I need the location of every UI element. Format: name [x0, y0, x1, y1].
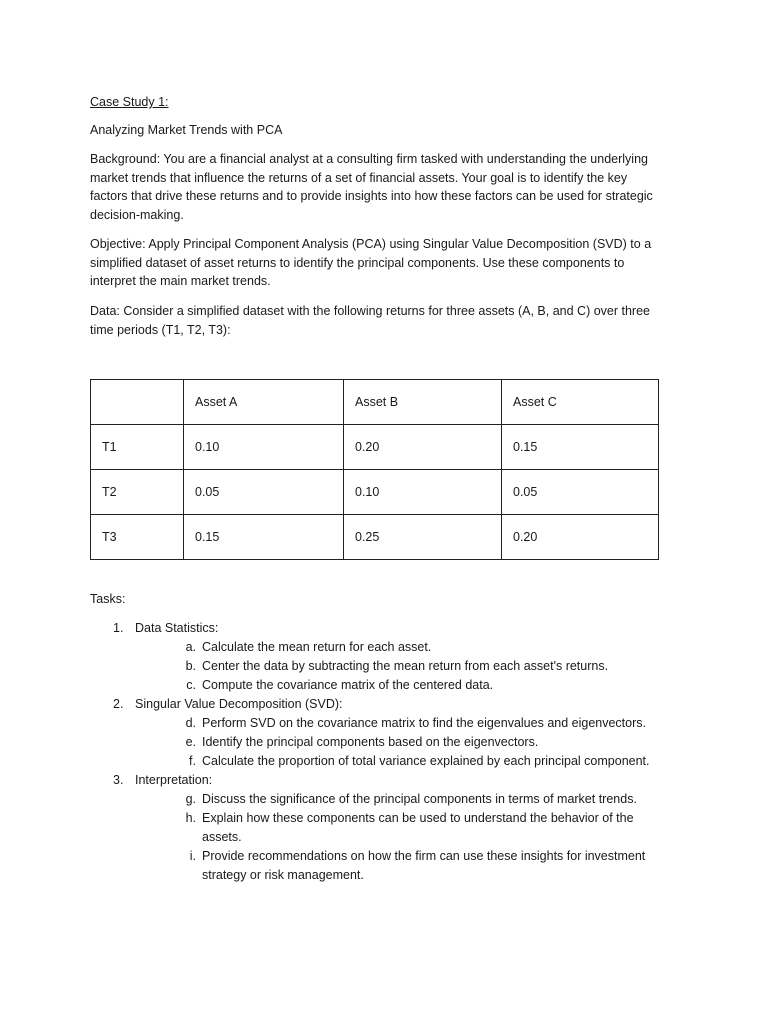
subtask-item	[180, 676, 673, 695]
subtask-letter: a.	[185, 640, 196, 654]
subtask-letter: h.	[185, 811, 196, 825]
task-item	[113, 695, 673, 771]
subtask-item	[180, 809, 673, 847]
background-paragraph: Background: You are a financial analyst at a consulting firm tasked with understanding the underlying market trends that influence the returns of a set of financial assets. Your goal is to identify the key factors that drive these returns and to provide insights into how these factors can be used for strategic decision-making.	[90, 152, 653, 222]
subtask-letter: c.	[186, 678, 196, 692]
table-cell: T3	[91, 515, 184, 560]
subtask-text: Compute the covariance matrix of the centered data.	[202, 678, 494, 692]
table-header-cell	[91, 380, 184, 425]
table-header-cell: Asset C	[502, 380, 659, 425]
subtask-text: Identify the principal components based on the eigenvectors.	[202, 735, 539, 749]
subtask-text: Provide recommendations on how the firm can use these insights for investment strategy or risk management.	[202, 849, 646, 882]
subtask-list	[135, 790, 673, 885]
subtask-item	[180, 657, 673, 676]
task-number: 1.	[113, 621, 124, 635]
table-cell: 0.10	[184, 425, 344, 470]
task-number: 2.	[113, 697, 124, 711]
table-row	[91, 425, 659, 470]
subtask-list	[135, 714, 673, 771]
objective-paragraph: Objective: Apply Principal Component Analysis (PCA) using Singular Value Decomposition (SVD) to a simplified dataset of asset returns to identify the principal components. Use these components to interpret the main market trends.	[90, 237, 652, 288]
subtask-item	[180, 638, 673, 657]
table-cell: 0.05	[184, 470, 344, 515]
subtask-item	[180, 714, 673, 733]
subtask-list	[135, 638, 673, 695]
table-cell: T2	[91, 470, 184, 515]
table-cell: T1	[91, 425, 184, 470]
table-header-row	[91, 380, 659, 425]
task-item	[113, 619, 673, 695]
table-header-cell: Asset B	[344, 380, 502, 425]
subtask-item	[180, 847, 673, 885]
subtask-letter: i.	[189, 849, 196, 863]
tasks-list	[113, 619, 673, 885]
table-cell: 0.15	[184, 515, 344, 560]
task-number: 3.	[113, 773, 124, 787]
subtask-letter: d.	[185, 716, 196, 730]
data-intro-paragraph: Data: Consider a simplified dataset with the following returns for three assets (A, B, and C) over three time periods (T1, T2, T3):	[90, 304, 650, 337]
subtask-text: Center the data by subtracting the mean return from each asset's returns.	[202, 659, 609, 673]
subtask-text: Perform SVD on the covariance matrix to find the eigenvalues and eigenvectors.	[202, 716, 646, 730]
task-label: Data Statistics:	[135, 621, 219, 635]
task-label: Singular Value Decomposition (SVD):	[135, 697, 343, 711]
table-cell: 0.20	[502, 515, 659, 560]
task-item	[113, 771, 673, 885]
subtask-item	[180, 752, 673, 771]
subtask-item	[180, 733, 673, 752]
subtask-item	[180, 790, 673, 809]
returns-table	[90, 379, 659, 560]
subtask-letter: e.	[185, 735, 196, 749]
subtask-text: Calculate the mean return for each asset.	[202, 640, 432, 654]
subtask-text: Explain how these components can be used to understand the behavior of the assets.	[202, 811, 634, 844]
case-study-title: Case Study 1:	[90, 95, 169, 109]
subtask-letter: f.	[189, 754, 196, 768]
subtask-text: Discuss the significance of the principal components in terms of market trends.	[202, 792, 637, 806]
subtask-letter: g.	[185, 792, 196, 806]
case-study-subtitle: Analyzing Market Trends with PCA	[90, 123, 283, 137]
table-row	[91, 470, 659, 515]
tasks-heading: Tasks:	[90, 592, 126, 606]
task-label: Interpretation:	[135, 773, 213, 787]
table-cell: 0.25	[344, 515, 502, 560]
table-row	[91, 515, 659, 560]
table-cell: 0.15	[502, 425, 659, 470]
table-cell: 0.20	[344, 425, 502, 470]
table-header-cell: Asset A	[184, 380, 344, 425]
table-cell: 0.05	[502, 470, 659, 515]
subtask-letter: b.	[185, 659, 196, 673]
subtask-text: Calculate the proportion of total variance explained by each principal component.	[202, 754, 650, 768]
table-cell: 0.10	[344, 470, 502, 515]
